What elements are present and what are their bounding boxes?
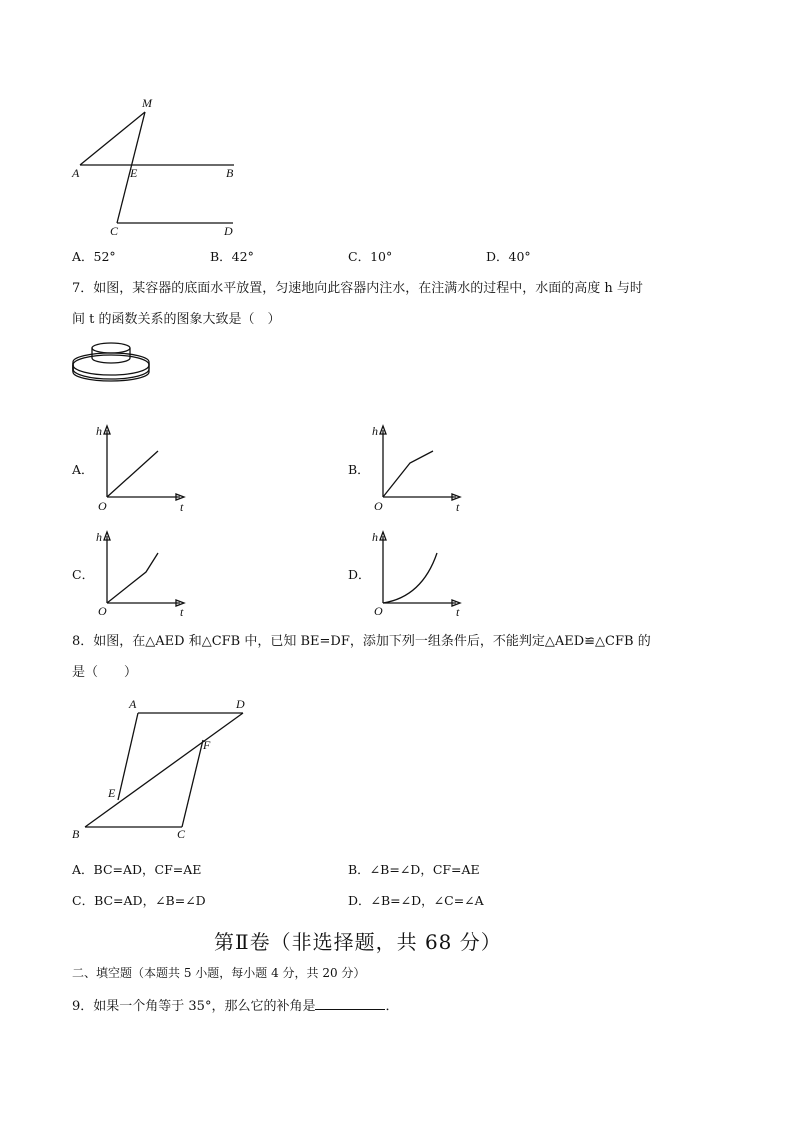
q8-label-b: B xyxy=(72,827,80,841)
q9-answer-blank[interactable] xyxy=(315,997,385,1010)
q8-option-c: C．BC=AD，∠B=∠D xyxy=(72,893,206,908)
q8-label-a: A xyxy=(129,697,137,711)
q6-option-d: D．40° xyxy=(486,249,531,264)
q8-option-d: D．∠B=∠D，∠C=∠A xyxy=(348,893,484,908)
graph-d-o: O xyxy=(374,604,383,618)
graph-d-h: h xyxy=(372,530,378,544)
q7-option-c-label: C． xyxy=(72,567,95,582)
graph-d-t: t xyxy=(456,605,460,619)
q7-stem-line1: 7．如图，某容器的底面水平放置，匀速地向此容器内注水，在注满水的过程中，水面的高度 h 与时 xyxy=(72,281,643,296)
q8-label-d: D xyxy=(236,697,245,711)
label-a: A xyxy=(72,166,80,180)
label-c: C xyxy=(110,224,119,238)
part2-title: 第Ⅱ卷（非选择题，共 68 分） xyxy=(214,930,502,954)
q8-stem-line1: 8．如图，在△AED 和△CFB 中，已知 BE=DF，添加下列一组条件后，不能判定△AED≌△CFB 的 xyxy=(72,634,651,649)
graph-c-o: O xyxy=(98,604,107,618)
q7-stem-line2: 间 t 的函数关系的图象大致是（ ） xyxy=(72,312,281,327)
graph-b-t: t xyxy=(456,500,460,514)
label-e: E xyxy=(130,166,138,180)
graph-a-h: h xyxy=(96,424,102,438)
graph-b-h: h xyxy=(372,424,378,438)
q9-prefix: 9．如果一个角等于 35°，那么它的补角是 xyxy=(72,999,316,1014)
graph-c-h: h xyxy=(96,530,102,544)
line-bd xyxy=(85,713,243,827)
q8-option-a: A．BC=AD，CF=AE xyxy=(72,862,202,877)
label-d: D xyxy=(224,224,233,238)
q8-label-e: E xyxy=(108,786,116,800)
graph-a-o: O xyxy=(98,499,107,513)
q6-option-c: C．10° xyxy=(348,249,393,264)
q8-option-b: B．∠B=∠D，CF=AE xyxy=(348,862,480,877)
q7-option-d-label: D． xyxy=(348,567,371,582)
q7-option-b-label: B． xyxy=(348,462,370,477)
fill-section-heading: 二、填空题（本题共 5 小题，每小题 4 分，共 20 分） xyxy=(72,966,366,980)
q9-suffix: ． xyxy=(385,999,399,1014)
q8-label-c: C xyxy=(177,827,186,841)
label-m: M xyxy=(142,96,152,110)
q6-option-a: A．52° xyxy=(72,249,116,264)
graph-b-o: O xyxy=(374,499,383,513)
q7-option-a-label: A． xyxy=(72,462,94,477)
q8-stem-line2: 是（ ） xyxy=(72,665,138,680)
graph-a-t: t xyxy=(180,500,184,514)
graph-c-t: t xyxy=(180,605,184,619)
line-ab-side xyxy=(118,713,138,800)
q9-stem xyxy=(72,997,398,1016)
q6-option-b: B．42° xyxy=(210,249,254,264)
label-b: B xyxy=(226,166,234,180)
q8-label-f: F xyxy=(203,738,211,752)
line-cf xyxy=(182,740,203,827)
